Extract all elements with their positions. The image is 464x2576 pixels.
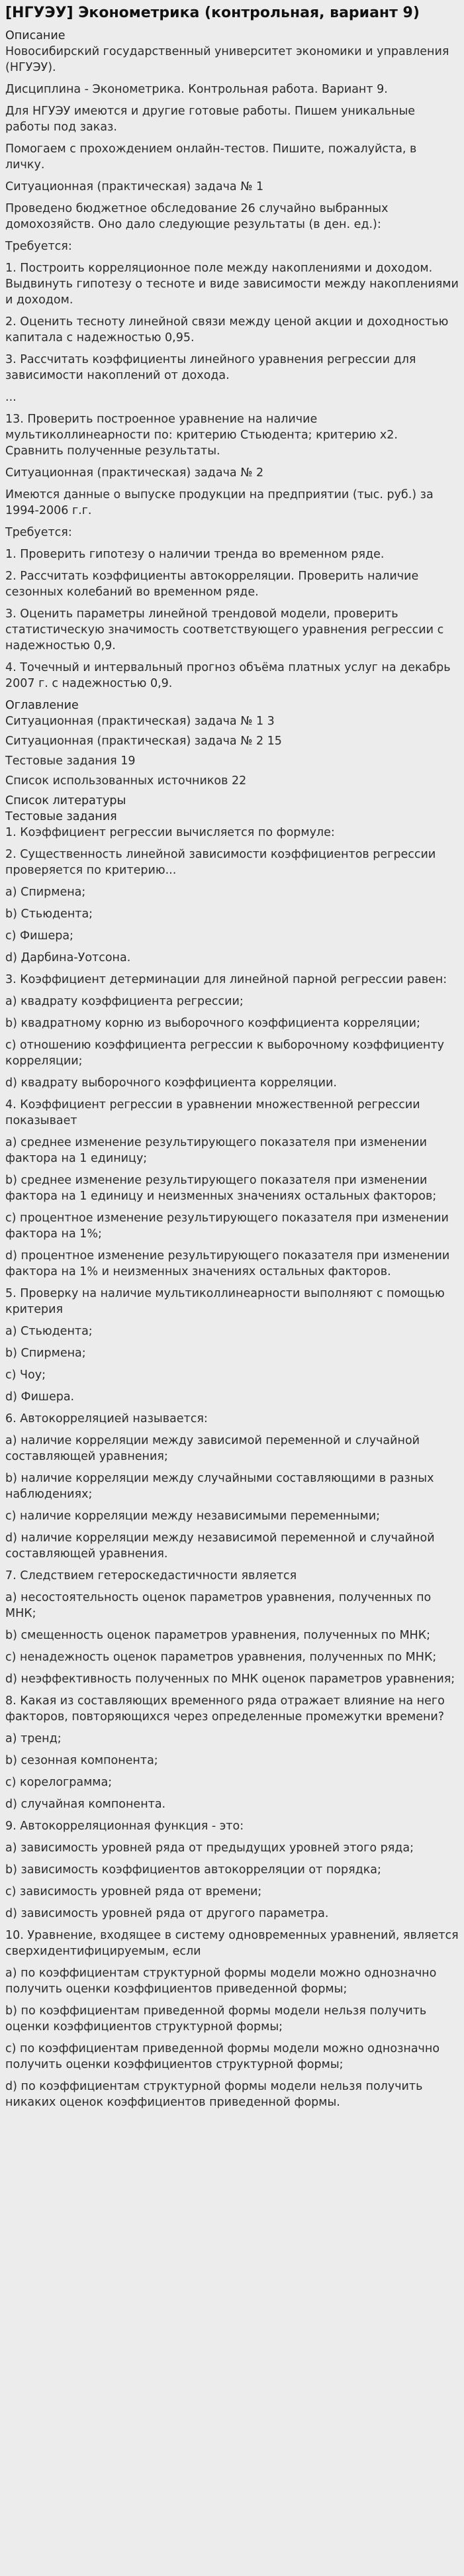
table-of-contents	[5, 713, 459, 789]
toc-item: Список использованных источников 22	[5, 774, 247, 788]
test-line: d) по коэффициентам структурной формы модели нельзя получить никаких оценок коэффициентов приведенной формы.	[5, 2080, 423, 2109]
test-line: c) ненадежность оценок параметров уравнения, полученных по МНК;	[5, 1651, 437, 1664]
test-line: c) отношению коэффициента регрессии к выборочному коэффициенту корреляции;	[5, 1039, 445, 1068]
test-line: a) Стьюдента;	[5, 1325, 93, 1338]
description-paragraph: Ситуационная (практическая) задача № 2	[5, 466, 264, 480]
test-line: c) корелограмма;	[5, 1776, 113, 1789]
description-paragraph: Требуется:	[5, 526, 72, 539]
test-line: c) Фишера;	[5, 929, 73, 943]
test-line: 10. Уравнение, входящее в систему одновременных уравнений, является сверхидентифицируемым, если	[5, 1929, 459, 1958]
test-line: c) процентное изменение результирующего показателя при изменении фактора на 1%;	[5, 1211, 449, 1241]
description-label: Описание	[5, 29, 66, 42]
toc-item: Ситуационная (практическая) задача № 1 3	[5, 715, 275, 728]
test-line: 5. Проверку на наличие мультиколлинеарности выполняют с помощью критерия	[5, 1287, 445, 1316]
test-line: 7. Следствием гетероскедастичности является	[5, 1569, 297, 1582]
test-line: 9. Автокорреляционная функция - это:	[5, 1820, 244, 1833]
test-line: d) случайная компонента.	[5, 1798, 166, 1811]
test-line: d) Дарбина-Уотсона.	[5, 951, 131, 964]
test-line: 1. Коэффициент регрессии вычисляется по формуле:	[5, 826, 335, 839]
test-line: d) неэффективность полученных по МНК оценок параметров уравнения;	[5, 1673, 455, 1686]
toc-item: Ситуационная (практическая) задача № 2 15	[5, 735, 282, 748]
test-line: d) Фишера.	[5, 1390, 75, 1404]
page-title: [НГУЭУ] Эконометрика (контрольная, вариант 9)	[5, 5, 420, 21]
description-paragraph: Проведено бюджетное обследование 26 случайно выбранных домохозяйств. Оно дало следующие результаты (в ден. ед.):	[5, 202, 389, 231]
description-paragraph: Дисциплина - Эконометрика. Контрольная работа. Вариант 9.	[5, 83, 388, 96]
test-line: 4. Коэффициент регрессии в уравнении множественной регрессии показывает	[5, 1098, 420, 1127]
test-line: b) зависимость коэффициентов автокорреляции от порядка;	[5, 1863, 381, 1877]
test-line: a) среднее изменение результирующего показателя при изменении фактора на 1 единицу;	[5, 1136, 427, 1165]
description-paragraph: Помогаем с прохождением онлайн-тестов. Пишите, пожалуйста, в личку.	[5, 142, 417, 172]
description-paragraph: Требуется:	[5, 240, 72, 253]
description-body	[5, 44, 459, 692]
description-paragraph: ...	[5, 391, 17, 404]
test-line: a) Спирмена;	[5, 886, 86, 899]
test-line: b) Спирмена;	[5, 1347, 86, 1360]
test-line: a) зависимость уровней ряда от предыдущих уровней этого ряда;	[5, 1841, 414, 1855]
toc-item: Тестовые задания 19	[5, 754, 136, 768]
description-paragraph: 1. Проверить гипотезу о наличии тренда во временном ряде.	[5, 548, 385, 561]
toc-label: Оглавление	[5, 699, 79, 712]
test-line: 8. Какая из составляющих временного ряда отражает влияние на него факторов, повторяющихся через определенные промежутки времени?	[5, 1694, 445, 1724]
description-paragraph: Ситуационная (практическая) задача № 1	[5, 180, 264, 193]
test-line: b) по коэффициентам приведенной формы модели нельзя получить оценки коэффициентов структурной формы;	[5, 2004, 427, 2034]
description-paragraph: 2. Рассчитать коэффициенты автокорреляции. Проверить наличие сезонных колебаний во временном ряде.	[5, 570, 419, 599]
test-line: 6. Автокорреляцией называется:	[5, 1412, 208, 1425]
test-line: b) среднее изменение результирующего показателя при изменении фактора на 1 единицу и неизменных значениях остальных факторов;	[5, 1174, 437, 1203]
test-line: d) наличие корреляции между независимой переменной и случайной составляющей уравнения.	[5, 1531, 435, 1561]
description-paragraph: 3. Оценить параметры линейной трендовой модели, проверить статистическую значимость соответствующего уравнения регрессии с надежностью 0,9.	[5, 607, 444, 652]
description-paragraph: 13. Проверить построенное уравнение на наличие мультиколлинеарности по: критерию Стьюдента; критерию x2. Сравнить полученные результаты.	[5, 413, 398, 458]
description-paragraph: 1. Построить корреляционное поле между накоплениями и доходом. Выдвинуть гипотезу о тесноте и виде зависимости между накоплениями и доходом.	[5, 262, 459, 307]
test-line: a) квадрату коэффициента регрессии;	[5, 995, 244, 1008]
test-line: a) по коэффициентам структурной формы модели можно однозначно получить оценки коэффициентов приведенной формы;	[5, 1967, 437, 1996]
description-paragraph: 4. Точечный и интервальный прогноз объёма платных услуг на декабрь 2007 г. с надежностью 0,9.	[5, 661, 451, 690]
description-paragraph: Для НГУЭУ имеются и другие готовые работы. Пишем уникальные работы под заказ.	[5, 105, 416, 134]
test-line: d) зависимость уровней ряда от другого параметра.	[5, 1907, 329, 1920]
description-paragraph: Новосибирский государственный университет экономики и управления (НГУЭУ).	[5, 45, 449, 74]
description-paragraph: Имеются данные о выпуске продукции на предприятии (тыс. руб.) за 1994-2006 г.г.	[5, 488, 434, 517]
references-label: Список литературы	[5, 794, 126, 807]
test-line: d) квадрату выборочного коэффициента корреляции.	[5, 1076, 337, 1090]
test-line: 2. Существенность линейной зависимости коэффициентов регрессии проверяется по критерию...	[5, 848, 436, 877]
description-paragraph: 3. Рассчитать коэффициенты линейного уравнения регрессии для зависимости накоплений от дохода.	[5, 353, 416, 382]
test-line: b) сезонная компонента;	[5, 1754, 158, 1767]
test-line: a) несостоятельность оценок параметров уравнения, полученных по МНК;	[5, 1591, 432, 1620]
tests-label: Тестовые задания	[5, 810, 117, 823]
description-paragraph: 2. Оценить тесноту линейной связи между ценой акции и доходностью капитала с надежностью 0,95.	[5, 315, 449, 344]
test-line: b) Стьюдента;	[5, 907, 93, 921]
tests-list	[5, 825, 459, 2110]
test-line: d) процентное изменение результирующего показателя при изменении фактора на 1% и неизменных значениях остальных факторов.	[5, 1249, 450, 1278]
test-line: a) наличие корреляции между зависимой переменной и случайной составляющей уравнения;	[5, 1434, 420, 1463]
test-line: b) квадратному корню из выборочного коэффициента корреляции;	[5, 1017, 420, 1030]
test-line: a) тренд;	[5, 1732, 62, 1745]
test-line: c) зависимость уровней ряда от времени;	[5, 1885, 262, 1898]
test-line: b) наличие корреляции между случайными составляющими в разных наблюдениях;	[5, 1472, 434, 1501]
test-line: c) по коэффициентам приведенной формы модели можно однозначно получить оценки коэффициентов структурной формы;	[5, 2042, 440, 2071]
test-line: 3. Коэффициент детерминации для линейной парной регрессии равен:	[5, 973, 447, 986]
test-line: b) смещенность оценок параметров уравнения, полученных по МНК;	[5, 1629, 431, 1642]
test-line: c) Чоу;	[5, 1368, 46, 1382]
test-line: c) наличие корреляции между независимыми переменными;	[5, 1510, 381, 1523]
